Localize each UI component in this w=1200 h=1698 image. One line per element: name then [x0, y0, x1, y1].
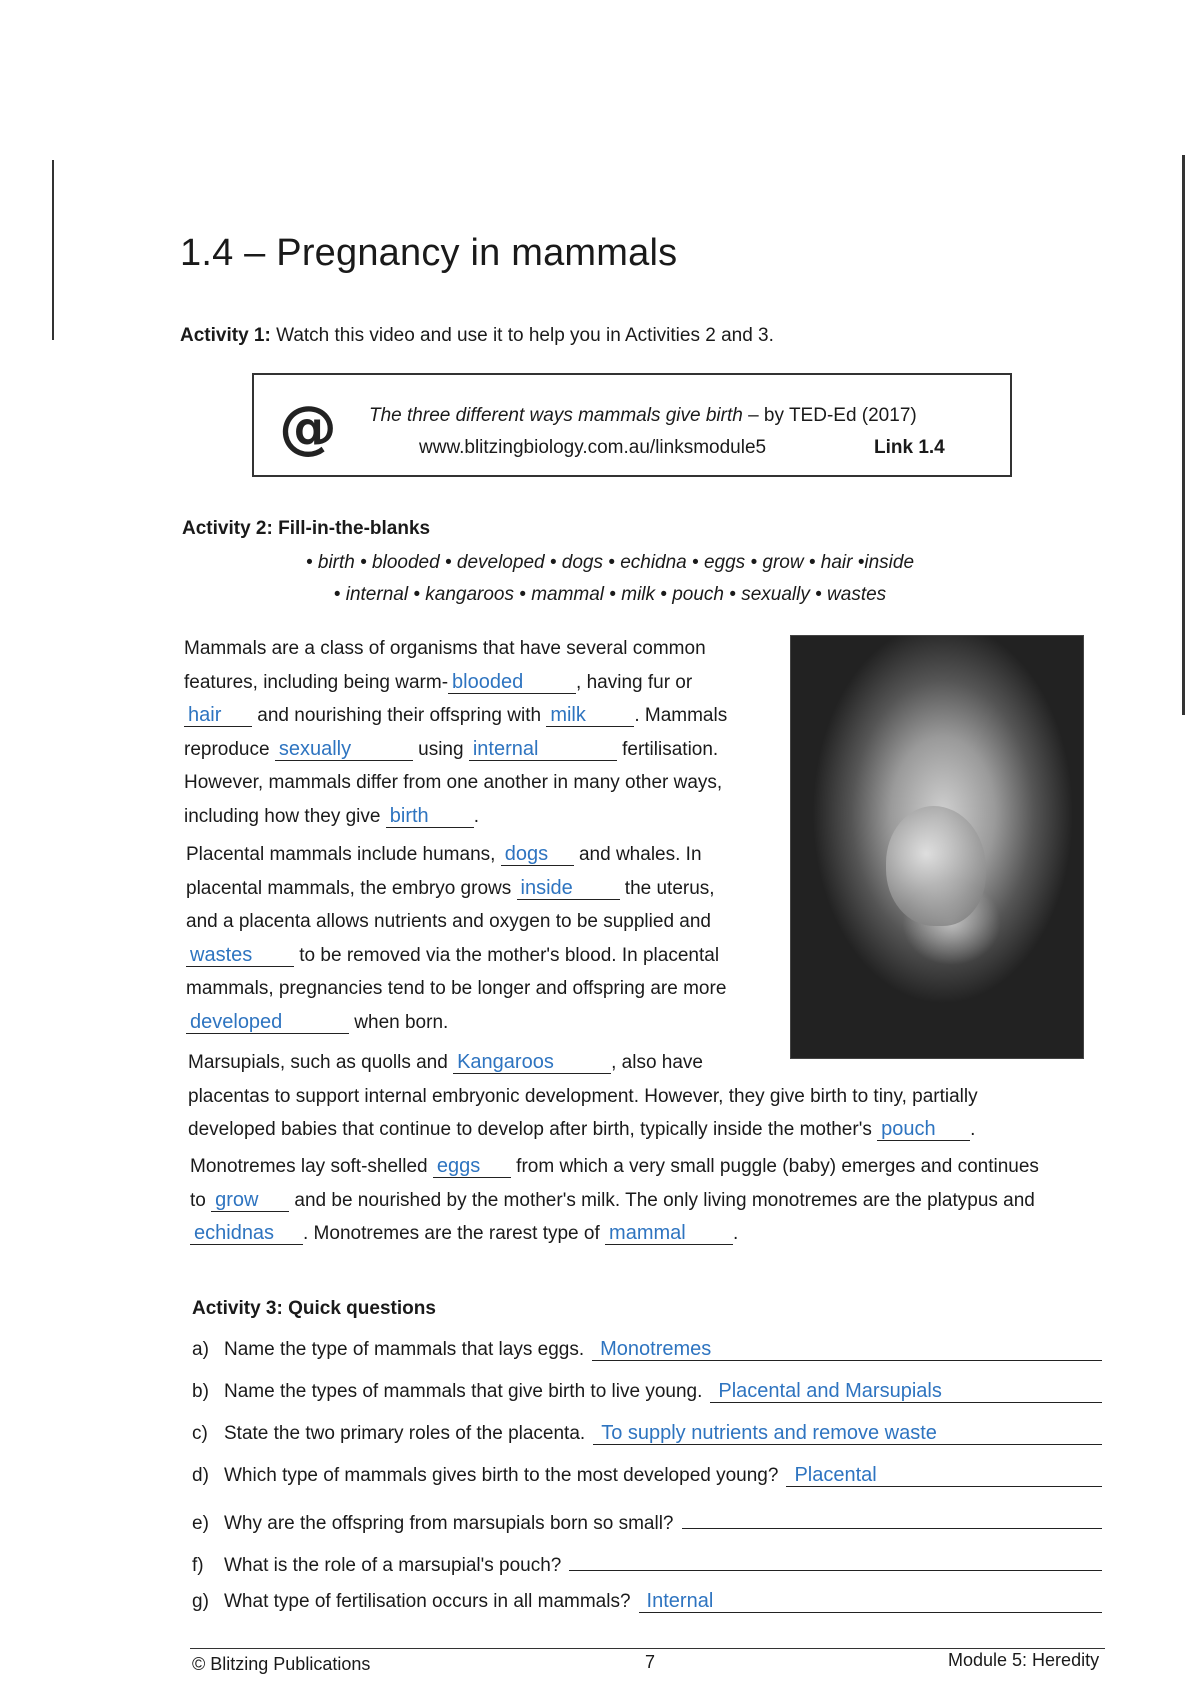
word-bank-line-2: • internal • kangaroos • mammal • milk • pouch • sexually • wastes: [333, 584, 887, 605]
page-title: 1.4 – Pregnancy in mammals: [180, 232, 678, 274]
paragraph-mammals: [184, 632, 774, 833]
text: However, mammals differ from one another in many other ways,: [184, 772, 723, 793]
question-text: What is the role of a marsupial's pouch?: [224, 1555, 562, 1576]
text: reproduce: [184, 738, 275, 760]
blank-answer[interactable]: milk: [546, 704, 634, 727]
activity1-instruction: [180, 325, 774, 347]
text: . Monotremes are the rarest type of: [303, 1223, 606, 1244]
text: , also have: [611, 1052, 703, 1073]
video-title: [369, 405, 917, 427]
question-row: [192, 1422, 1102, 1464]
question-letter: g): [192, 1591, 209, 1612]
answer-field[interactable]: Placental and Marsupials: [710, 1380, 1102, 1403]
video-link-box: [252, 373, 1012, 477]
blank-answer[interactable]: eggs: [433, 1155, 511, 1178]
answer-field[interactable]: To supply nutrients and remove waste: [593, 1422, 1102, 1445]
at-icon: @: [279, 393, 337, 461]
activity3-label: Activity 3: Quick questions: [192, 1298, 436, 1319]
paragraph-monotremes: [190, 1150, 1100, 1251]
blank-answer[interactable]: birth: [386, 805, 474, 828]
blank-answer[interactable]: sexually: [275, 738, 413, 761]
question-letter: f): [192, 1555, 204, 1576]
text: and a placenta allows nutrients and oxygen to be supplied and: [186, 911, 711, 932]
text: placentas to support internal embryonic development. However, they give birth to tiny, partially: [188, 1085, 978, 1107]
text: Placental mammals include humans,: [186, 844, 501, 865]
answer-field[interactable]: Monotremes: [592, 1338, 1102, 1361]
text: Monotremes lay soft-shelled: [190, 1156, 433, 1177]
paragraph-placental: [186, 838, 776, 1039]
text: to be removed via the mother's blood. In placental: [294, 944, 720, 966]
paragraph-marsupials: [188, 1046, 1088, 1147]
blank-answer[interactable]: internal: [469, 738, 617, 761]
question-text: Name the type of mammals that lays eggs.: [224, 1339, 585, 1360]
text: .: [970, 1119, 976, 1140]
video-author: – by TED-Ed (2017): [742, 405, 917, 426]
blank-answer[interactable]: grow: [211, 1189, 289, 1212]
footer-rule: [190, 1648, 1105, 1649]
footer-publisher: © Blitzing Publications: [192, 1654, 371, 1674]
text: including how they give: [184, 805, 386, 827]
question-letter: d): [192, 1465, 209, 1486]
text: features, including being warm-: [184, 671, 449, 693]
text: and be nourished by the mother's milk. The only living monotremes are the platypus and: [289, 1189, 1035, 1211]
text: and nourishing their offspring with: [252, 705, 547, 726]
blank-answer[interactable]: developed: [186, 1011, 349, 1034]
question-row: [192, 1548, 1102, 1590]
question-text: What type of fertilisation occurs in all mammals?: [224, 1591, 631, 1612]
text: when born.: [349, 1011, 449, 1033]
text: to: [190, 1189, 212, 1211]
text: , having fur or: [576, 671, 693, 693]
question-letter: b): [192, 1381, 209, 1402]
text: fertilisation.: [616, 738, 719, 760]
question-row: [192, 1590, 1102, 1632]
activity1-text: Watch this video and use it to help you in Activities 2 and 3.: [276, 325, 774, 346]
answer-field[interactable]: [569, 1548, 1102, 1571]
answer-field[interactable]: Internal: [639, 1590, 1102, 1613]
text: using: [412, 738, 469, 760]
blank-answer[interactable]: mammal: [605, 1222, 733, 1245]
question-text: State the two primary roles of the placenta.: [224, 1423, 586, 1444]
text: developed babies that continue to develop after birth, typically inside the mother's: [188, 1119, 878, 1140]
answer-field[interactable]: Placental: [786, 1464, 1102, 1487]
activity3-heading: [192, 1298, 436, 1320]
footer-module: Module 5: Heredity: [948, 1650, 1100, 1670]
margin-binding-mark: [52, 160, 54, 340]
text: Marsupials, such as quolls and: [188, 1052, 454, 1073]
blank-answer[interactable]: dogs: [501, 843, 574, 866]
question-letter: c): [192, 1423, 208, 1444]
question-letter: e): [192, 1513, 209, 1534]
question-text: Name the types of mammals that give birth to live young.: [224, 1381, 703, 1402]
blank-answer[interactable]: inside: [517, 877, 620, 900]
text: .: [733, 1223, 739, 1244]
blank-answer[interactable]: pouch: [877, 1118, 970, 1141]
embryo-image-detail: [886, 806, 986, 926]
question-row: [192, 1506, 1102, 1548]
question-row: [192, 1464, 1102, 1506]
activity2-heading: [182, 518, 430, 540]
blank-answer[interactable]: hair: [184, 704, 252, 727]
margin-binding-mark: [1182, 155, 1185, 715]
text: placental mammals, the embryo grows: [186, 877, 517, 899]
question-row: [192, 1338, 1102, 1380]
blank-answer[interactable]: echidnas: [190, 1222, 303, 1245]
text: mammals, pregnancies tend to be longer and offspring are more: [186, 978, 727, 999]
text: from which a very small puggle (baby) emerges and continues: [510, 1156, 1039, 1177]
video-url-link[interactable]: www.blitzingbiology.com.au/linksmodule5: [419, 437, 767, 458]
word-bank-line-1: • birth • blooded • developed • dogs • echidna • eggs • grow • hair •inside: [305, 552, 915, 573]
text: .: [473, 805, 480, 827]
video-title-italic: The three different ways mammals give birth: [369, 405, 743, 426]
question-text: Why are the offspring from marsupials born so small?: [224, 1513, 674, 1534]
footer-page-number: 7: [645, 1652, 656, 1672]
text: the uterus,: [619, 877, 715, 899]
question-row: [192, 1380, 1102, 1422]
text: and whales. In: [573, 844, 702, 865]
question-text: Which type of mammals gives birth to the most developed young?: [224, 1465, 779, 1486]
blank-answer[interactable]: Kangaroos: [453, 1051, 611, 1074]
word-bank: [230, 552, 990, 606]
text: . Mammals: [634, 705, 728, 726]
answer-field[interactable]: [682, 1506, 1103, 1529]
blank-answer[interactable]: wastes: [186, 944, 294, 967]
link-number: Link 1.4: [874, 437, 945, 458]
activity1-label: Activity 1:: [180, 325, 271, 346]
text: Mammals are a class of organisms that have several common: [184, 638, 706, 659]
question-letter: a): [192, 1339, 209, 1360]
embryo-photo: [790, 635, 1084, 1059]
activity2-label: Activity 2: Fill-in-the-blanks: [182, 518, 431, 539]
blank-answer[interactable]: blooded: [448, 671, 576, 694]
quick-questions-list: [192, 1338, 1102, 1632]
